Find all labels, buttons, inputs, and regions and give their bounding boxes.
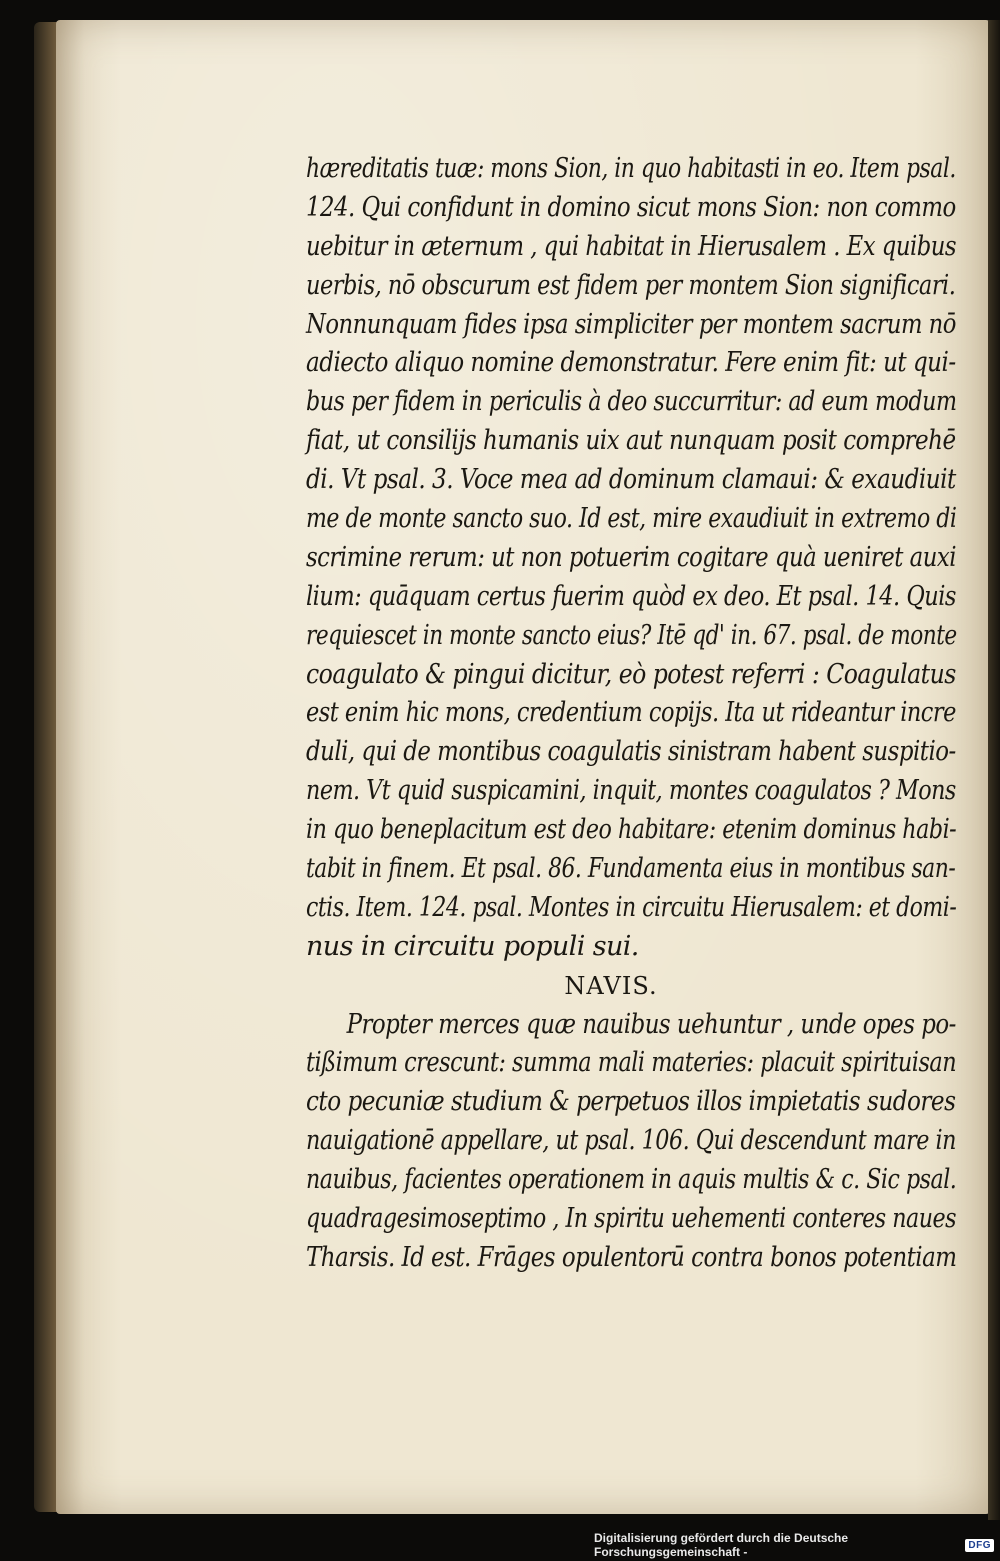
- text-line: lium: quāquam certus fuerim quòd ex deo. Et psal. 14. Quis: [306, 580, 956, 612]
- text-line: bus per fidem in periculis à deo succurritur: ad eum modum: [306, 386, 957, 418]
- text-line: coagulato & pingui dicitur, eò potest referri : Coagulatus: [306, 658, 956, 690]
- page-text: [306, 150, 956, 1278]
- text-line: requiescet in monte sancto eius? Itē qd' in. 67. psal. de monte: [306, 619, 957, 651]
- text-line: 124. Qui confidunt in domino sicut mons Sion: non commo: [306, 191, 956, 223]
- text-line: Nonnunquam fides ipsa simpliciter per montem sacrum nō: [306, 308, 956, 340]
- text-line: di. Vt psal. 3. Voce mea ad dominum clamaui: & exaudiuit: [306, 464, 956, 496]
- section-heading: NAVIS.: [564, 971, 658, 1000]
- funding-credit: [594, 1533, 994, 1557]
- dfg-logo: DFG: [965, 1539, 994, 1552]
- page-edge-right: [988, 20, 1000, 1520]
- text-line: me de monte sancto suo. Id est, mire exaudiuit in extremo di: [306, 503, 957, 535]
- text-line: duli, qui de montibus coagulatis sinistram habent suspitio-: [306, 736, 956, 768]
- text-line: nauibus, facientes operationem in aquis multis & c. Sic psal.: [306, 1164, 957, 1196]
- text-line: in quo beneplacitum est deo habitare: etenim dominus habi-: [306, 814, 957, 846]
- text-line: quadragesimoseptimo , In spiritu uehementi conteres naues: [306, 1203, 957, 1235]
- text-line: nus in circuitu populi sui.: [306, 930, 639, 962]
- text-line: uebitur in æternum , qui habitat in Hierusalem . Ex quibus: [306, 230, 957, 262]
- text-line: ctis. Item. 124. psal. Montes in circuitu Hierusalem: et domi-: [306, 891, 957, 923]
- text-line: cto pecuniæ studium & perpetuos illos impietatis sudores: [306, 1086, 956, 1118]
- text-line: nauigationē appellare, ut psal. 106. Qui descendunt mare in: [306, 1125, 957, 1157]
- text-line: adiecto aliquo nomine demonstratur. Fere enim fit: ut qui-: [306, 347, 956, 379]
- text-line: Tharsis. Id est. Frāges opulentorū contra bonos potentiam: [306, 1241, 957, 1273]
- text-line: est enim hic mons, credentium copijs. Ita ut rideantur incre: [306, 697, 956, 729]
- text-line: fiat, ut consilijs humanis uix aut nunquam posit comprehē: [306, 425, 956, 457]
- text-line: tabit in finem. Et psal. 86. Fundamenta eius in montibus san-: [306, 853, 956, 885]
- text-line: uerbis, nō obscurum est fidem per montem Sion significari.: [306, 269, 956, 301]
- text-line: hæreditatis tuæ: mons Sion, in quo habitasti in eo. Item psal.: [306, 153, 956, 184]
- text-line: nem. Vt quid suspicamini, inquit, montes coagulatos ? Mons: [306, 775, 956, 807]
- text-line: tißimum crescunt: summa mali materies: placuit spirituisan: [306, 1047, 957, 1079]
- text-line: Propter merces quæ nauibus uehuntur , unde opes po-: [306, 1008, 956, 1040]
- text-line: scrimine rerum: ut non potuerim cogitare quà ueniret auxi: [306, 541, 956, 573]
- credit-text: Digitalisierung gefördert durch die Deutsche Forschungsgemeinschaft -: [594, 1531, 849, 1559]
